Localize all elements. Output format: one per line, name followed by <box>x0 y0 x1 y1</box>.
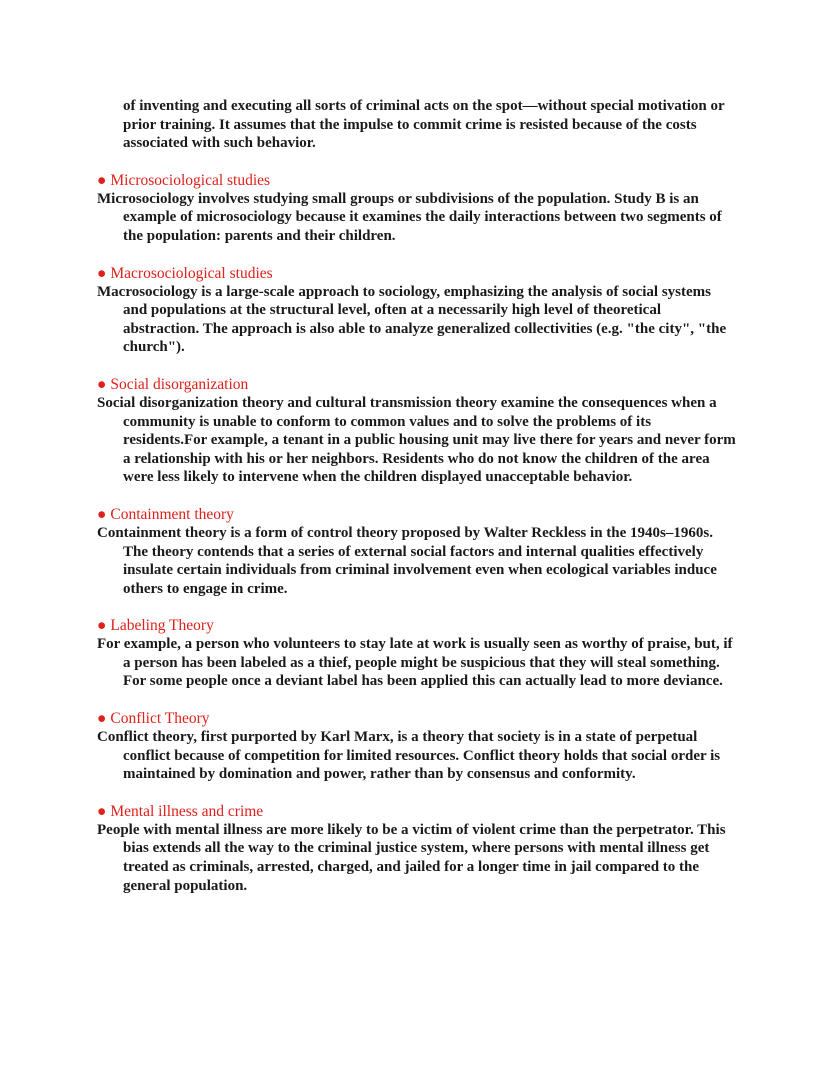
bullet-icon: ● <box>97 264 107 282</box>
section-body: Containment theory is a form of control theory proposed by Walter Reckless in the 1940s–1960s. The theory contends that a series of external social factors and internal qualities effectively insulate certain individuals from criminal involvement even when ecological variables induce others to engage in crime. <box>97 524 717 597</box>
bullet-icon: ● <box>97 375 107 393</box>
section-heading <box>97 709 737 728</box>
section-heading-text: Macrosociological studies <box>110 264 273 282</box>
section-containment-theory <box>97 505 737 598</box>
document-page <box>97 97 737 913</box>
section-heading <box>97 616 737 635</box>
bullet-icon: ● <box>97 617 107 635</box>
section-labeling-theory <box>97 616 737 691</box>
section-microsociological <box>97 171 737 246</box>
section-heading-text: Conflict Theory <box>110 710 210 728</box>
section-heading-text: Containment theory <box>110 505 234 523</box>
section-social-disorganization <box>97 375 737 487</box>
section-body: People with mental illness are more likely to be a victim of violent crime than the perpetrator. This bias extends all the way to the criminal justice system, where persons with mental illness get treated as criminals, arrested, charged, and jailed for a longer time in jail compared to the general population. <box>97 821 726 894</box>
section-body: Social disorganization theory and cultural transmission theory examine the consequences when a community is unable to conform to common values and to solve the problems of its residents.For example, a tenant in a public housing unit may live there for years and never form a relationship with his or her neighbors. Residents who do not know the children of the area were less likely to intervene when the children displayed unacceptable behavior. <box>97 394 736 486</box>
section-heading-text: Microsociological studies <box>110 171 271 189</box>
section-heading <box>97 802 737 821</box>
bullet-icon: ● <box>97 171 107 189</box>
section-macrosociological <box>97 264 737 357</box>
section-heading-text: Labeling Theory <box>110 617 214 635</box>
section-mental-illness <box>97 802 737 895</box>
bullet-icon: ● <box>97 710 107 728</box>
section-heading <box>97 505 737 524</box>
section-heading <box>97 264 737 283</box>
section-body: Microsociology involves studying small groups or subdivisions of the population. Study B is an example of microsociology because it examines the daily interactions between two segments of the population: parents and their children. <box>97 190 722 244</box>
section-body: Conflict theory, first purported by Karl Marx, is a theory that society is in a state of perpetual conflict because of competition for limited resources. Conflict theory holds that social order is maintained by domination and power, rather than by consensus and conformity. <box>97 729 721 783</box>
section-heading-text: Social disorganization <box>110 375 249 393</box>
bullet-icon: ● <box>97 802 107 820</box>
section-body: Macrosociology is a large-scale approach to sociology, emphasizing the analysis of social systems and populations at the structural level, often at a necessarily high level of theoretical abstraction. The approach is also able to analyze generalized collectivities (e.g. "the city", "the church"). <box>97 283 727 356</box>
intro-paragraph: of inventing and executing all sorts of criminal acts on the spot—without special motivation or prior training. It assumes that the impulse to commit crime is resisted because of the costs associated with such behavior. <box>123 98 725 152</box>
section-body: For example, a person who volunteers to stay late at work is usually seen as worthy of praise, but, if a person has been labeled as a thief, people might be suspicious that they will steal something. For some people once a deviant label has been applied this can actually lead to more deviance. <box>97 636 733 690</box>
section-heading-text: Mental illness and crime <box>110 802 264 820</box>
bullet-icon: ● <box>97 505 107 523</box>
section-heading <box>97 171 737 190</box>
section-conflict-theory <box>97 709 737 784</box>
section-heading <box>97 375 737 394</box>
